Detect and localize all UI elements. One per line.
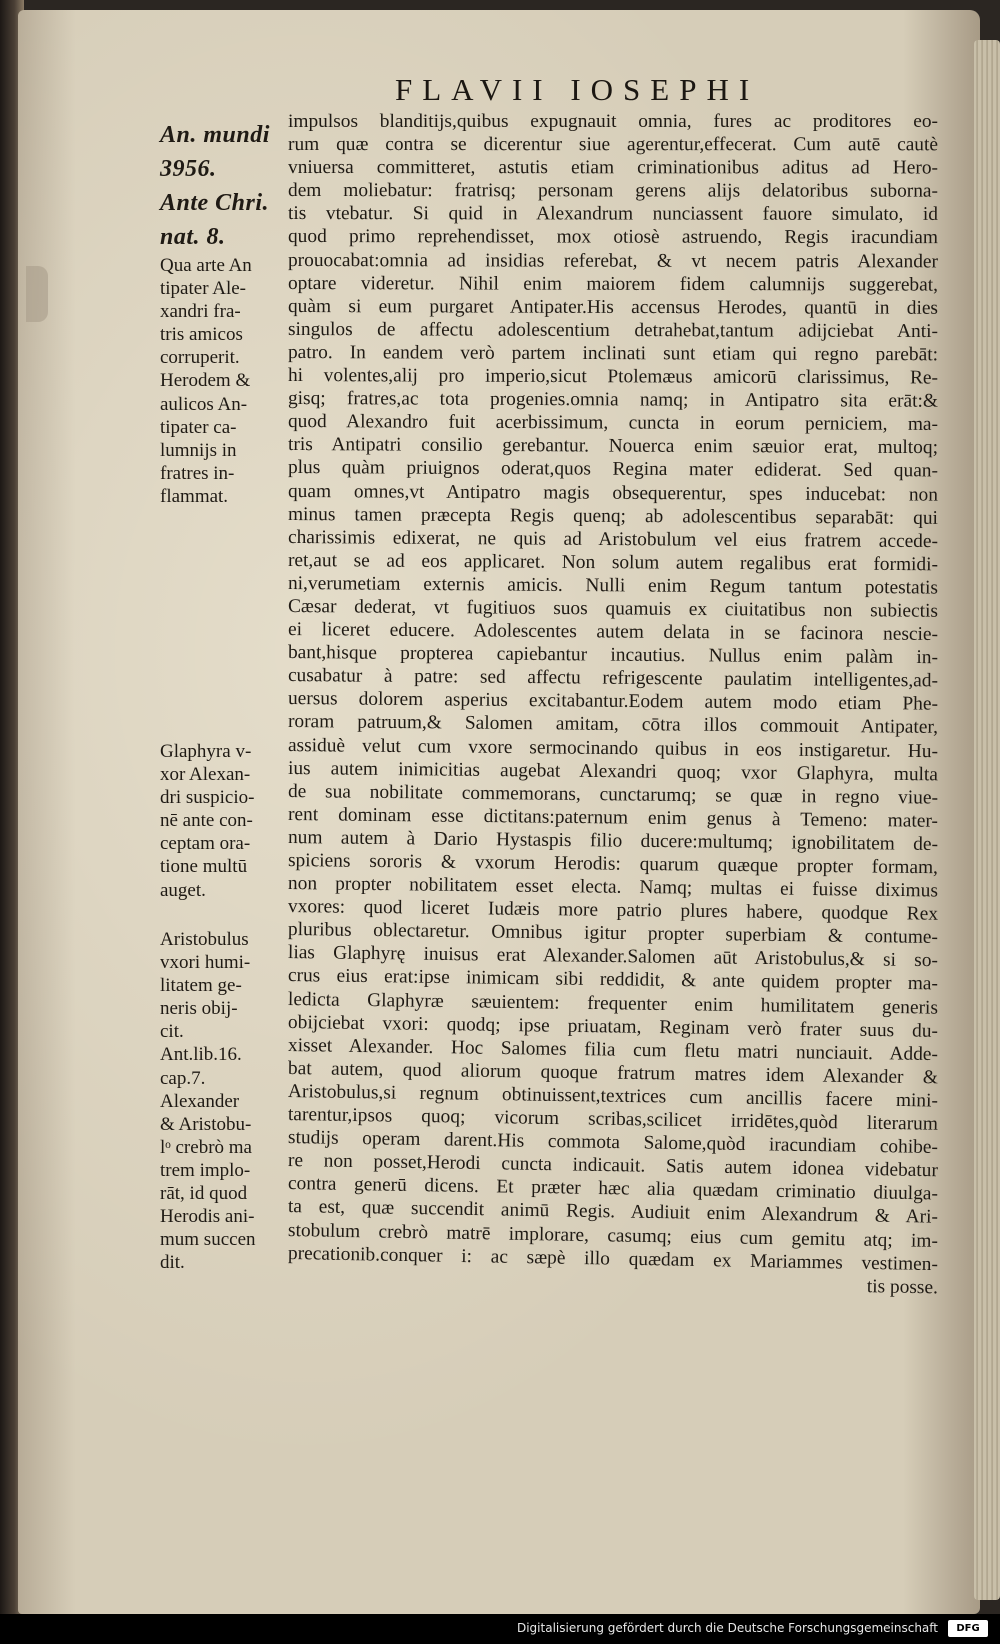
text-line: tarentur,ipsos quoq; vicorum scribas,scilicet irridētes,quòd literarum xyxy=(287,1104,939,1135)
text-line: prouocabat:omnia ad insidias referebat, & vt necem patris Alexander xyxy=(287,249,939,272)
margin-note: ceptam ora- xyxy=(160,833,251,855)
page-stack-edge xyxy=(974,40,1000,1600)
margin-note: tipater Ale- xyxy=(160,278,246,300)
text-line: Aristobulus,si regnum obtinuissent,textrices cum ancillis facere mini- xyxy=(287,1080,939,1112)
margin-note: tione multū xyxy=(160,856,248,878)
margin-note: Ant.lib.16. xyxy=(160,1044,242,1066)
text-line: quàm si eum purgaret Antipater.His accensus Herodes, quantū in dies xyxy=(287,295,939,319)
text-line: bant,hisque propterea capiebantur incautius. Nullus enim palàm in- xyxy=(287,642,939,669)
text-line: ius autem inimicitias augebat Alexandri quoq; vxor Glaphyra, multa xyxy=(287,757,939,785)
margin-note: dit. xyxy=(160,1252,185,1274)
margin-note: aulicos An- xyxy=(160,393,248,415)
text-line: quod primo reprehendisset, mox otiosè astruendo, Regis iracundiam xyxy=(287,226,939,249)
margin-note: rāt, id quod xyxy=(160,1183,248,1205)
margin-note: trem implo- xyxy=(160,1159,251,1181)
text-line: tris Antipatri consilio gerebantur. Nouerca enim sæuior erat, multoq; xyxy=(287,434,939,459)
text-line: charissimis edixerat, ne quis ad Aristobulum vel eius fratrem accede- xyxy=(287,526,939,552)
text-line: vxores: quod liceret Iudæis more patrio plures habere, quodque Rex xyxy=(287,896,939,925)
margin-note: neris obij- xyxy=(160,998,238,1020)
margin-note: mum succen xyxy=(160,1229,256,1251)
text-line: tis vtebatur. Si quid in Alexandrum nunciassent fauore simulato, id xyxy=(287,203,939,226)
margin-note: Herodis ani- xyxy=(160,1206,255,1228)
text-line: bat autem, quod aliorum quoque fratrum matres idem Alexander & xyxy=(287,1057,939,1089)
margin-note: Aristobulus xyxy=(160,929,249,950)
text-line: ei liceret educere. Adolescentes autem delata in se facinora nescie- xyxy=(287,619,939,646)
margin-note: tipater ca- xyxy=(160,416,237,438)
margin-note: 3956. xyxy=(160,156,217,182)
margin-note: flammat. xyxy=(160,485,229,507)
text-line: crus eius erat:ipse inimicam sibi reddidit, & ante quidem propter ma- xyxy=(287,965,939,995)
footer-credit: Digitalisierung gefördert durch die Deutsche Forschungsgemeinschaft xyxy=(516,1621,938,1635)
page-tab xyxy=(26,266,48,322)
text-line: roram patruum,& Salomen amitam, cōtra illos commouit Antipater, xyxy=(287,711,939,739)
margin-note: dri suspicio- xyxy=(160,787,255,809)
text-line: cusabatur à patre: sed affectu refrigescente paulatim intelligentes,ad- xyxy=(287,665,939,692)
footer-bar xyxy=(0,1614,1000,1644)
text-line: dem moliebatur: fratrisq; personam gerens alijs delatoribus suborna- xyxy=(287,180,939,202)
text-line: ret,aut se ad eos applicaret. Non solum autem regalibus erat formidi- xyxy=(287,549,939,576)
main-text-block xyxy=(287,110,939,1299)
text-line: contra generū dicens. Et præter hæc alia quædam criminatio diuulga- xyxy=(287,1173,939,1205)
margin-note: tris amicos xyxy=(160,324,243,346)
text-line: impulsos blanditijs,quibus expugnauit omnia, fures ac proditores eo- xyxy=(288,111,938,132)
text-line: ta est, quæ succendit animū Regis. Audiuit enim Alexandrum & Ari- xyxy=(287,1196,939,1229)
text-line: studijs operam darent.His commota Salome,quòd iracundiam cohibe- xyxy=(287,1127,939,1159)
margin-note: Qua arte An xyxy=(160,255,252,276)
text-line: plus quàm priuignos oderat,quos Regina mater ediderat. Sed quan- xyxy=(287,457,939,482)
text-line: xisset Alexander. Hoc Salomes filia cum fletu matri nunciauit. Adde- xyxy=(287,1034,939,1065)
text-line: rent dominam esse dictitans:paternum enim genus à Temeno: mater- xyxy=(287,803,939,832)
text-line: precationib.conquer i: ac sæpè illo quædam ex Mariammes vestimen- xyxy=(287,1242,939,1275)
text-line: gisq; fratres,ac tota progenies.omnia namq; in Antipatro sita erāt:& xyxy=(287,388,939,412)
margin-note: lumnijs in xyxy=(160,439,237,461)
text-line: minus tamen præcepta Regis quenq; ab adolescentibus separabāt: qui xyxy=(287,503,939,529)
text-line: optare videretur. Nihil enim maiorem fidem calumnijs suggerebat, xyxy=(287,272,939,296)
text-line: uersus dolorem asperius excitabantur.Eodem autem modo etiam Phe- xyxy=(287,688,939,716)
text-line: spiciens sororis & vxorum Herodis: quarum quæque propter formam, xyxy=(287,850,939,879)
text-line: stobulum crebrò matrē implorare, casumq; eius cum gemitu atq; im- xyxy=(287,1219,939,1252)
text-line: hi volentes,alij pro imperio,sicut Ptolemæus amicorū clarissimus, Re- xyxy=(287,365,939,389)
margin-note: auget. xyxy=(160,879,206,901)
margin-note: An. mundi xyxy=(160,122,270,148)
text-line: ni,verumetiam externis amicis. Nulli enim Regum tantum potestatis xyxy=(287,572,939,599)
text-line: singulos de affectu adolescentium detrahebat,tantum adijciebat Anti- xyxy=(287,318,939,342)
margin-note: vxori humi- xyxy=(160,952,251,974)
margin-note: Glaphyra v- xyxy=(160,741,252,762)
text-line: vniuersa committeret, astutis etiam criminationibus aditus ad Hero- xyxy=(287,157,939,179)
text-line: quam omnes,vt Antipatro magis obsequerentur, spes inducebat: non xyxy=(287,480,939,506)
text-line: de sua nobilitate commemorans, cunctarumq; se quæ in regno viue- xyxy=(287,780,939,809)
text-line: pluribus oblectaretur. Omnibus igitur propter superbiam & contume- xyxy=(287,919,939,949)
margin-notes xyxy=(160,118,284,508)
margin-notes-3 xyxy=(160,928,284,1274)
text-line: quod Alexandro fuit acerbissimum, cuncta in eorum perniciem, ma- xyxy=(287,411,939,436)
text-line: non propter nobilitatem esset electa. Namq; multas ei fuisse diximus xyxy=(287,873,939,902)
text-line: tis posse. xyxy=(866,1275,939,1299)
text-line: obijciebat vxori: quodq; ipse priuatam, Reginam verò frater suus du- xyxy=(287,1011,939,1042)
margin-note: Herodem & xyxy=(160,370,251,392)
margin-note: cit. xyxy=(160,1021,184,1043)
margin-note: corruperit. xyxy=(160,347,240,369)
margin-note: nē ante con- xyxy=(160,810,253,832)
margin-note: xor Alexan- xyxy=(160,764,251,786)
text-line: patro. In eandem verò partem inclinati sunt etiam qui regno parebāt: xyxy=(287,341,939,366)
text-line: rum quæ contra se dicerentur siue agerentur,effecerat. Cum autē cautè xyxy=(287,134,939,156)
text-line: assiduè velut cum vxore sermocinando quibus in eos instigaretur. Hu- xyxy=(287,734,939,762)
margin-note: & Aristobu- xyxy=(160,1113,252,1135)
text-line: re non posset,Herodi cuncta indicauit. Satis autem idonea videbatur xyxy=(287,1150,939,1182)
margin-note: litatem ge- xyxy=(160,975,242,997)
running-head: FLAVII IOSEPHI xyxy=(395,72,760,107)
text-line: ledicta Glaphyræ sæuientem: frequenter enim humilitatem generis xyxy=(287,988,939,1019)
text-line: Cæsar dederat, vt fugitiuos suos quamuis ex ciuitatibus non subiectis xyxy=(287,595,939,622)
dfg-logo: DFG xyxy=(948,1620,988,1637)
margin-note: lᵒ crebrò ma xyxy=(160,1136,252,1158)
margin-notes-2 xyxy=(160,740,284,902)
text-line: lias Glaphyrę inuisus erat Alexander.Salomen aūt Aristobulus,& si so- xyxy=(287,942,939,972)
margin-note: Ante Chri. xyxy=(160,190,270,216)
margin-note: Alexander xyxy=(160,1090,240,1112)
text-line: num autem à Dario Hystaspis filio ducere:multumq; ignobilitatem de- xyxy=(287,826,939,855)
margin-note: cap.7. xyxy=(160,1067,206,1089)
margin-note: xandri fra- xyxy=(160,301,241,323)
margin-note: nat. 8. xyxy=(160,224,226,250)
margin-note: fratres in- xyxy=(160,462,235,484)
